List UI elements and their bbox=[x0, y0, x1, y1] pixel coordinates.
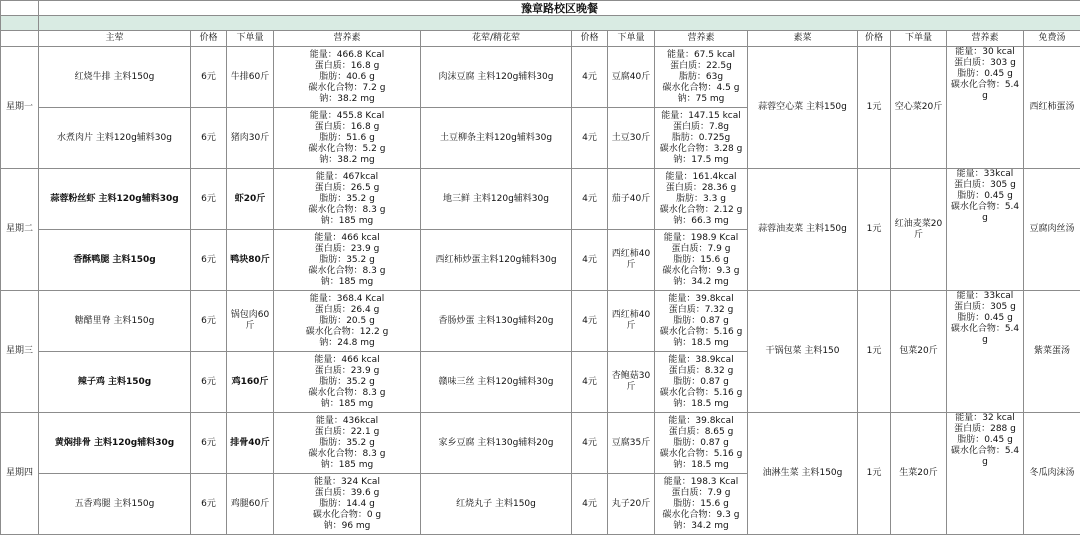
band-cell bbox=[1, 16, 39, 31]
nutrition-line: 碳水化合物：2.12 g bbox=[659, 204, 743, 215]
main-price: 6元 bbox=[191, 291, 227, 352]
header-veg: 素菜 bbox=[748, 31, 858, 47]
nutrition-line: 碳水化合物：8.3 g bbox=[308, 448, 386, 459]
nutrition-line: 钠：185 mg bbox=[320, 215, 374, 226]
side-nutrition bbox=[655, 413, 748, 474]
side-price: 4元 bbox=[572, 47, 608, 108]
nutrition-line: 脂肪：0.87 g bbox=[673, 376, 729, 387]
nutrition-line: 蛋白质：7.9 g bbox=[671, 243, 731, 254]
nutrition-line: 碳水化合物：5.4 g bbox=[950, 202, 1020, 223]
nutrition-line: 能量：455.8 Kcal bbox=[309, 110, 385, 121]
header-nutrition: 营养素 bbox=[274, 31, 421, 47]
side-dish: 香肠炒蛋 主料130g辅料20g bbox=[421, 291, 572, 352]
nutrition-line: 碳水化合物：5.4 g bbox=[950, 324, 1020, 345]
header-qty: 下单量 bbox=[608, 31, 655, 47]
veg-price: 1元 bbox=[858, 291, 891, 413]
side-nutrition bbox=[655, 352, 748, 413]
nutrition-line: 蛋白质：303 g bbox=[954, 58, 1016, 68]
nutrition-line: 钠：17.5 mg bbox=[673, 154, 729, 165]
side-nutrition bbox=[655, 230, 748, 291]
header-blank bbox=[1, 31, 39, 47]
main-qty: 鸭块80斤 bbox=[227, 230, 274, 291]
nutrition-line: 蛋白质：305 g bbox=[954, 180, 1016, 190]
nutrition-line: 脂肪：0.725g bbox=[671, 132, 731, 143]
main-nutrition bbox=[274, 108, 421, 169]
main-dish: 水煮肉片 主料120g辅料30g bbox=[39, 108, 191, 169]
nutrition-line: 蛋白质：8.32 g bbox=[668, 365, 734, 376]
header-nutrition: 营养素 bbox=[947, 31, 1024, 47]
nutrition-line: 能量：67.5 kcal bbox=[666, 49, 736, 60]
nutrition-line: 碳水化合物：7.2 g bbox=[308, 82, 386, 93]
main-qty: 牛排60斤 bbox=[227, 47, 274, 108]
side-nutrition bbox=[655, 169, 748, 230]
corner-cell bbox=[1, 1, 39, 16]
nutrition-line: 脂肪：15.6 g bbox=[673, 254, 729, 265]
veg-dish: 蒜蓉空心菜 主料150g bbox=[748, 47, 858, 169]
nutrition-line: 钠：34.2 mg bbox=[673, 520, 729, 531]
nutrition-line: 脂肪：14.4 g bbox=[319, 498, 375, 509]
nutrition-line: 脂肪：40.6 g bbox=[319, 71, 375, 82]
nutrition-line: 脂肪：63g bbox=[678, 71, 724, 82]
veg-nutrition-cell bbox=[947, 413, 1024, 535]
nutrition-line: 钠：18.5 mg bbox=[673, 337, 729, 348]
nutrition-line: 能量：33kcal bbox=[956, 169, 1014, 179]
nutrition-line: 脂肪：0.45 g bbox=[957, 435, 1013, 445]
main-qty: 鸡腿60斤 bbox=[227, 474, 274, 535]
main-price: 6元 bbox=[191, 352, 227, 413]
side-dish: 肉沫豆腐 主料120g辅料30g bbox=[421, 47, 572, 108]
nutrition-line: 钠：185 mg bbox=[320, 398, 374, 409]
nutrition-line: 脂肪：35.2 g bbox=[319, 193, 375, 204]
sheet-title: 豫章路校区晚餐 bbox=[39, 1, 1080, 16]
band-cell bbox=[39, 16, 1080, 31]
main-qty: 锅包肉60斤 bbox=[227, 291, 274, 352]
nutrition-line: 钠：34.2 mg bbox=[673, 276, 729, 287]
main-dish: 五香鸡腿 主料150g bbox=[39, 474, 191, 535]
nutrition-line: 钠：38.2 mg bbox=[319, 154, 375, 165]
nutrition-line: 碳水化合物：5.2 g bbox=[308, 143, 386, 154]
nutrition-line: 钠：185 mg bbox=[320, 459, 374, 470]
main-nutrition bbox=[274, 352, 421, 413]
side-qty: 豆腐35斤 bbox=[608, 413, 655, 474]
side-dish: 红烧丸子 主料150g bbox=[421, 474, 572, 535]
side-dish: 西红柿炒蛋主料120g辅料30g bbox=[421, 230, 572, 291]
side-nutrition bbox=[655, 291, 748, 352]
nutrition-line: 碳水化合物：5.4 g bbox=[950, 80, 1020, 101]
side-qty: 西红柿40斤 bbox=[608, 291, 655, 352]
nutrition-line: 脂肪：51.6 g bbox=[319, 132, 375, 143]
nutrition-line: 能量：198.9 Kcal bbox=[663, 232, 739, 243]
nutrition-line: 脂肪：35.2 g bbox=[319, 376, 375, 387]
day-label: 星期四 bbox=[1, 413, 39, 535]
nutrition-line: 能量：466.8 Kcal bbox=[309, 49, 385, 60]
nutrition-line: 脂肪：3.3 g bbox=[676, 193, 726, 204]
day-label: 星期二 bbox=[1, 169, 39, 291]
side-dish: 家乡豆腐 主料130g辅料20g bbox=[421, 413, 572, 474]
side-qty: 茄子40斤 bbox=[608, 169, 655, 230]
free-soup: 西红柿蛋汤 bbox=[1024, 47, 1080, 169]
nutrition-line: 蛋白质：305 g bbox=[954, 302, 1016, 312]
nutrition-line: 钠：24.8 mg bbox=[319, 337, 375, 348]
side-qty: 西红柿40斤 bbox=[608, 230, 655, 291]
nutrition-line: 能量：436kcal bbox=[315, 415, 379, 426]
nutrition-line: 蛋白质：26.4 g bbox=[314, 304, 380, 315]
veg-price: 1元 bbox=[858, 47, 891, 169]
nutrition-line: 蛋白质：22.5g bbox=[670, 60, 732, 71]
nutrition-line: 蛋白质：22.1 g bbox=[314, 426, 380, 437]
veg-qty: 空心菜20斤 bbox=[891, 47, 947, 169]
menu-row bbox=[1, 413, 1080, 474]
main-nutrition bbox=[274, 413, 421, 474]
nutrition-line: 能量：161.4kcal bbox=[665, 171, 737, 182]
veg-nutrition-cell bbox=[947, 47, 1024, 169]
nutrition-line: 能量：368.4 Kcal bbox=[309, 293, 385, 304]
nutrition-line: 碳水化合物：3.28 g bbox=[659, 143, 743, 154]
nutrition-line: 碳水化合物：5.16 g bbox=[659, 448, 743, 459]
nutrition-line: 钠：75 mg bbox=[677, 93, 725, 104]
veg-price: 1元 bbox=[858, 413, 891, 535]
main-dish: 黄焖排骨 主料120g辅料30g bbox=[39, 413, 191, 474]
main-price: 6元 bbox=[191, 474, 227, 535]
nutrition-line: 碳水化合物：8.3 g bbox=[308, 387, 386, 398]
header-price: 价格 bbox=[858, 31, 891, 47]
main-price: 6元 bbox=[191, 413, 227, 474]
header-qty: 下单量 bbox=[891, 31, 947, 47]
nutrition-line: 碳水化合物：8.3 g bbox=[308, 265, 386, 276]
nutrition-line: 脂肪：0.87 g bbox=[673, 315, 729, 326]
nutrition-line: 钠：38.2 mg bbox=[319, 93, 375, 104]
header-qty: 下单量 bbox=[227, 31, 274, 47]
nutrition-line: 碳水化合物：8.3 g bbox=[308, 204, 386, 215]
nutrition-line: 蛋白质：16.8 g bbox=[314, 121, 380, 132]
veg-nutrition-cell bbox=[947, 291, 1024, 413]
veg-qty: 生菜20斤 bbox=[891, 413, 947, 535]
nutrition-line: 钠：18.5 mg bbox=[673, 398, 729, 409]
side-nutrition bbox=[655, 47, 748, 108]
nutrition-line: 能量：466 kcal bbox=[314, 354, 380, 365]
nutrition-line: 蛋白质：26.5 g bbox=[314, 182, 380, 193]
nutrition-line: 能量：33kcal bbox=[956, 291, 1014, 301]
header-price: 价格 bbox=[191, 31, 227, 47]
main-nutrition bbox=[274, 47, 421, 108]
main-price: 6元 bbox=[191, 230, 227, 291]
veg-dish: 蒜蓉油麦菜 主料150g bbox=[748, 169, 858, 291]
free-soup: 紫菜蛋汤 bbox=[1024, 291, 1080, 413]
side-price: 4元 bbox=[572, 413, 608, 474]
main-dish: 蒜蓉粉丝虾 主料120g辅料30g bbox=[39, 169, 191, 230]
side-dish: 土豆柳条主料120g辅料30g bbox=[421, 108, 572, 169]
veg-qty: 红油麦菜20斤 bbox=[891, 169, 947, 291]
nutrition-line: 蛋白质：7.8g bbox=[672, 121, 730, 132]
nutrition-line: 蛋白质：8.65 g bbox=[668, 426, 734, 437]
veg-nutrition-cell bbox=[947, 169, 1024, 291]
main-price: 6元 bbox=[191, 108, 227, 169]
main-qty: 猪肉30斤 bbox=[227, 108, 274, 169]
main-nutrition bbox=[274, 474, 421, 535]
nutrition-line: 蛋白质：39.6 g bbox=[314, 487, 380, 498]
nutrition-line: 脂肪：0.87 g bbox=[673, 437, 729, 448]
veg-price: 1元 bbox=[858, 169, 891, 291]
nutrition-line: 能量：30 kcal bbox=[955, 47, 1015, 57]
nutrition-line: 能量：198.3 Kcal bbox=[663, 476, 739, 487]
side-price: 4元 bbox=[572, 474, 608, 535]
nutrition-line: 蛋白质：7.32 g bbox=[668, 304, 734, 315]
side-dish: 赣味三丝 主料120g辅料30g bbox=[421, 352, 572, 413]
veg-qty: 包菜20斤 bbox=[891, 291, 947, 413]
nutrition-line: 蛋白质：28.36 g bbox=[665, 182, 737, 193]
nutrition-line: 碳水化合物：9.3 g bbox=[662, 509, 740, 520]
nutrition-line: 蛋白质：23.9 g bbox=[314, 243, 380, 254]
header-nutrition: 营养素 bbox=[655, 31, 748, 47]
nutrition-line: 能量：38.9kcal bbox=[668, 354, 734, 365]
menu-row bbox=[1, 169, 1080, 230]
side-qty: 杏鲍菇30斤 bbox=[608, 352, 655, 413]
nutrition-line: 碳水化合物：5.16 g bbox=[659, 326, 743, 337]
nutrition-line: 脂肪：35.2 g bbox=[319, 254, 375, 265]
main-nutrition bbox=[274, 291, 421, 352]
menu-row bbox=[1, 47, 1080, 108]
side-nutrition bbox=[655, 474, 748, 535]
nutrition-line: 钠：185 mg bbox=[320, 276, 374, 287]
side-price: 4元 bbox=[572, 169, 608, 230]
nutrition-line: 能量：39.8kcal bbox=[668, 415, 734, 426]
side-price: 4元 bbox=[572, 108, 608, 169]
nutrition-line: 能量：324 Kcal bbox=[314, 476, 380, 487]
nutrition-line: 蛋白质：16.8 g bbox=[314, 60, 380, 71]
nutrition-line: 碳水化合物：12.2 g bbox=[305, 326, 389, 337]
nutrition-line: 碳水化合物：5.4 g bbox=[950, 446, 1020, 467]
nutrition-line: 脂肪：35.2 g bbox=[319, 437, 375, 448]
side-qty: 土豆30斤 bbox=[608, 108, 655, 169]
main-price: 6元 bbox=[191, 47, 227, 108]
nutrition-line: 脂肪：15.6 g bbox=[673, 498, 729, 509]
nutrition-line: 脂肪：0.45 g bbox=[957, 191, 1013, 201]
nutrition-line: 蛋白质：288 g bbox=[954, 424, 1016, 434]
nutrition-line: 碳水化合物：0 g bbox=[312, 509, 382, 520]
main-qty: 排骨40斤 bbox=[227, 413, 274, 474]
nutrition-line: 能量：466 kcal bbox=[314, 232, 380, 243]
nutrition-line: 能量：39.8kcal bbox=[668, 293, 734, 304]
main-nutrition bbox=[274, 169, 421, 230]
nutrition-line: 蛋白质：7.9 g bbox=[671, 487, 731, 498]
free-soup: 冬瓜肉沫汤 bbox=[1024, 413, 1080, 535]
veg-dish: 油淋生菜 主料150g bbox=[748, 413, 858, 535]
nutrition-line: 蛋白质：23.9 g bbox=[314, 365, 380, 376]
side-price: 4元 bbox=[572, 291, 608, 352]
day-label: 星期一 bbox=[1, 47, 39, 169]
nutrition-line: 脂肪：0.45 g bbox=[957, 313, 1013, 323]
main-qty: 鸡160斤 bbox=[227, 352, 274, 413]
side-qty: 丸子20斤 bbox=[608, 474, 655, 535]
nutrition-line: 脂肪：0.45 g bbox=[957, 69, 1013, 79]
main-nutrition bbox=[274, 230, 421, 291]
free-soup: 豆腐肉丝汤 bbox=[1024, 169, 1080, 291]
main-price: 6元 bbox=[191, 169, 227, 230]
side-price: 4元 bbox=[572, 230, 608, 291]
main-qty: 虾20斤 bbox=[227, 169, 274, 230]
nutrition-line: 钠：18.5 mg bbox=[673, 459, 729, 470]
nutrition-line: 碳水化合物：4.5 g bbox=[662, 82, 740, 93]
side-nutrition bbox=[655, 108, 748, 169]
header-soup: 免费汤 bbox=[1024, 31, 1080, 47]
nutrition-line: 碳水化合物：5.16 g bbox=[659, 387, 743, 398]
nutrition-line: 能量：32 kcal bbox=[955, 413, 1015, 423]
main-dish: 糖醋里脊 主料150g bbox=[39, 291, 191, 352]
nutrition-line: 碳水化合物：9.3 g bbox=[662, 265, 740, 276]
nutrition-line: 钠：96 mg bbox=[323, 520, 371, 531]
header-price: 价格 bbox=[572, 31, 608, 47]
side-dish: 地三鲜 主料120g辅料30g bbox=[421, 169, 572, 230]
main-dish: 红烧牛排 主料150g bbox=[39, 47, 191, 108]
veg-dish: 干锅包菜 主料150 bbox=[748, 291, 858, 413]
main-dish: 香酥鸭腿 主料150g bbox=[39, 230, 191, 291]
nutrition-line: 钠：66.3 mg bbox=[673, 215, 729, 226]
menu-row bbox=[1, 291, 1080, 352]
nutrition-line: 能量：467kcal bbox=[315, 171, 379, 182]
side-qty: 豆腐40斤 bbox=[608, 47, 655, 108]
day-label: 星期三 bbox=[1, 291, 39, 413]
nutrition-line: 脂肪：20.5 g bbox=[319, 315, 375, 326]
main-dish: 辣子鸡 主料150g bbox=[39, 352, 191, 413]
nutrition-line: 能量：147.15 kcal bbox=[661, 110, 741, 121]
header-side: 花荤/精花荤 bbox=[421, 31, 572, 47]
side-price: 4元 bbox=[572, 352, 608, 413]
header-main: 主荤 bbox=[39, 31, 191, 47]
